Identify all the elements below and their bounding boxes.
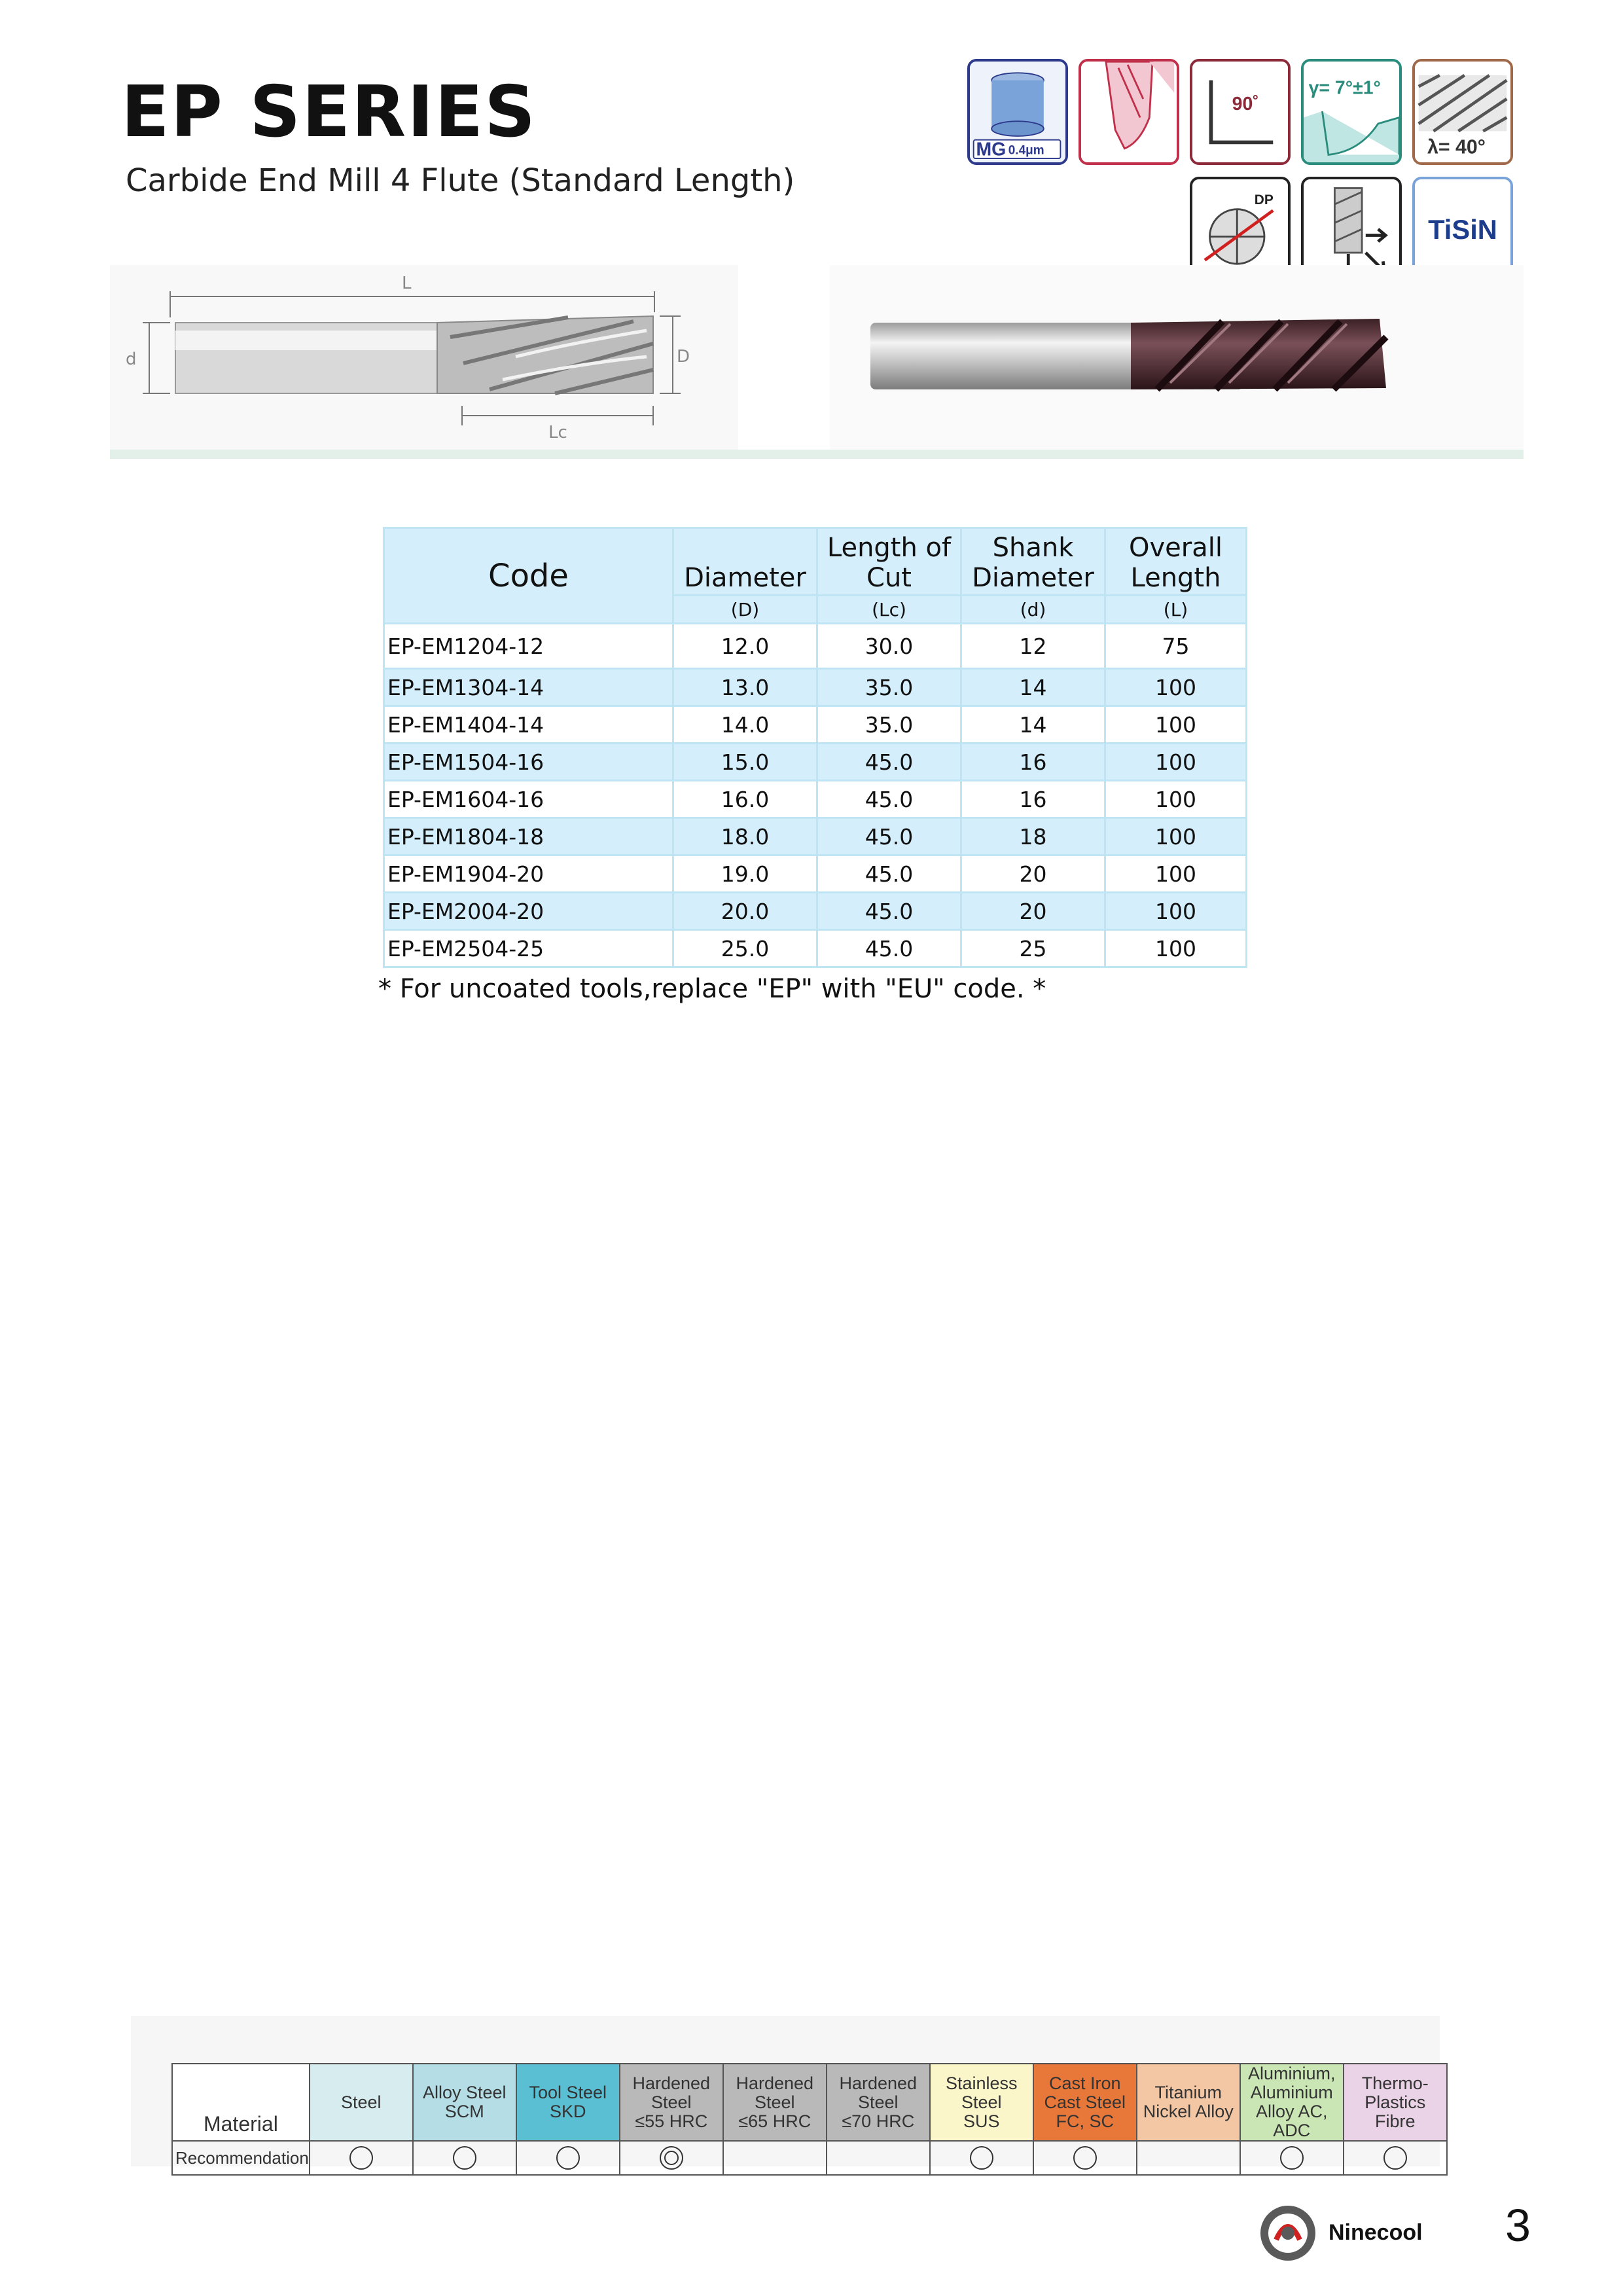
col-header-shank-diameter: Shank Diameter [961,528,1105,596]
cell-code: EP-EM1904-20 [384,855,673,893]
helix-angle-label: λ= 40° [1427,136,1486,158]
cell-code: EP-EM1804-18 [384,818,673,855]
material-name: Alloy Steel [422,2083,507,2102]
cell-overall-length: 100 [1105,744,1247,781]
recommended-icon [1383,2146,1407,2170]
mg-sub-label: 0.4μm [1008,143,1044,158]
cell-diameter: 20.0 [673,893,817,930]
page-number: 3 [1505,2200,1531,2251]
cell-length-of-cut: 45.0 [817,855,961,893]
table-row [384,744,1247,781]
cell-overall-length: 100 [1105,781,1247,818]
col-symbol-diameter: (D) [673,596,817,624]
recommendation-stainless-steel [930,2141,1033,2175]
material-name: Tool Steel [529,2083,607,2102]
cell-shank-diameter: 20 [961,855,1105,893]
cell-shank-diameter: 12 [961,624,1105,669]
micro-grain-carbide-icon [967,59,1068,165]
material-sub: ≤65 HRC [738,2111,812,2131]
recommended-icon [1073,2146,1097,2170]
recommendation-tool-steel [516,2141,620,2175]
cell-overall-length: 100 [1105,930,1247,967]
cell-shank-diameter: 25 [961,930,1105,967]
page-subtitle: Carbide End Mill 4 Flute (Standard Length) [126,162,795,199]
rake-angle-label: γ= 7°±1° [1308,77,1381,99]
recommended-icon [453,2146,476,2170]
material-tool-steel [516,2064,620,2141]
dim-label-Lc: Lc [548,423,567,442]
table-row [384,781,1247,818]
cell-diameter: 16.0 [673,781,817,818]
coating-label: TiSiN [1428,214,1497,245]
material-steel [310,2064,413,2141]
col-symbol-shank-diameter: (d) [961,596,1105,624]
material-titanium [1137,2064,1240,2141]
material-name: Steel [341,2092,382,2112]
end-cutting-edge-icon [1079,59,1179,165]
col-header-diameter: Diameter [673,528,817,596]
material-name: Cast Iron Cast Steel [1044,2073,1126,2112]
recommendation-aluminium [1240,2141,1344,2175]
cell-length-of-cut: 45.0 [817,893,961,930]
recommended-icon [970,2146,993,2170]
cell-shank-diameter: 14 [961,706,1105,744]
recommended-icon [349,2146,373,2170]
material-sub: Fibre [1375,2111,1416,2131]
cell-shank-diameter: 14 [961,669,1105,706]
cell-overall-length: 100 [1105,706,1247,744]
material-hardened-steel-70 [827,2064,930,2141]
cell-length-of-cut: 35.0 [817,669,961,706]
material-sub: SCM [444,2102,484,2121]
recommendation-cast-iron [1033,2141,1137,2175]
table-row [384,930,1247,967]
uncoated-note: * For uncoated tools,replace "EP" with "EU" code. * [378,974,1046,1004]
highly-recommended-icon [660,2146,683,2170]
cell-overall-length: 100 [1105,893,1247,930]
material-cast-iron [1033,2064,1137,2141]
recommendation-hardened-steel-65 [723,2141,827,2175]
cell-length-of-cut: 45.0 [817,781,961,818]
material-name: Titanium Nickel Alloy [1143,2083,1234,2121]
table-row [384,818,1247,855]
material-hardened-steel-65 [723,2064,827,2141]
recommended-icon [556,2146,580,2170]
material-row-label: Material [172,2064,310,2141]
tool-illustration [110,265,1524,461]
col-header-length-of-cut: Length of Cut [817,528,961,596]
page-title: EP SERIES [121,71,537,153]
material-aluminium [1240,2064,1344,2141]
recommendation-row-label: Recommendation [172,2141,310,2175]
cell-length-of-cut: 35.0 [817,706,961,744]
recommendation-hardened-steel-70 [827,2141,930,2175]
cell-diameter: 12.0 [673,624,817,669]
material-name: Hardened Steel [736,2073,814,2112]
table-row [384,669,1247,706]
mg-label: MG [976,139,1007,160]
spec-table [383,527,1247,968]
material-name: Hardened Steel [632,2073,711,2112]
corner-angle-label: 90˚ [1232,94,1259,115]
col-symbol-length-of-cut: (Lc) [817,596,961,624]
table-row [384,624,1247,669]
rake-angle-icon [1301,59,1402,165]
recommended-icon [1280,2146,1304,2170]
brand-logo-icon [1257,2200,1322,2266]
material-sub: SUS [963,2111,1000,2131]
cell-overall-length: 100 [1105,855,1247,893]
dim-label-D: D [677,347,690,367]
brand-name: Ninecool [1329,2220,1423,2245]
material-hardened-steel-55 [620,2064,723,2141]
cell-diameter: 25.0 [673,930,817,967]
recommendation-alloy-steel [413,2141,516,2175]
material-stainless-steel [930,2064,1033,2141]
table-row [384,706,1247,744]
cell-code: EP-EM1204-12 [384,624,673,669]
dim-label-L: L [402,274,412,293]
cell-code: EP-EM2004-20 [384,893,673,930]
cell-overall-length: 75 [1105,624,1247,669]
material-name: Hardened Steel [839,2073,918,2112]
material-sub: ≤55 HRC [635,2111,708,2131]
material-name: Thermo-Plastics [1361,2073,1429,2112]
cell-overall-length: 100 [1105,818,1247,855]
cell-shank-diameter: 20 [961,893,1105,930]
cell-diameter: 14.0 [673,706,817,744]
cell-shank-diameter: 18 [961,818,1105,855]
cell-code: EP-EM1404-14 [384,706,673,744]
cell-diameter: 19.0 [673,855,817,893]
cell-diameter: 18.0 [673,818,817,855]
col-header-code: Code [384,528,673,624]
recommendation-hardened-steel-55 [620,2141,723,2175]
cell-code: EP-EM1604-16 [384,781,673,818]
material-sub: ≤70 HRC [842,2111,915,2131]
dim-label-d: d [126,350,137,369]
cell-shank-diameter: 16 [961,781,1105,818]
material-sub: SKD [550,2102,586,2121]
corner-angle-icon [1190,59,1291,165]
helix-angle-icon [1412,59,1513,165]
cell-code: EP-EM2504-25 [384,930,673,967]
cell-code: EP-EM1304-14 [384,669,673,706]
material-name: Aluminium, Aluminium [1248,2064,1336,2102]
recommendation-thermo-plastics [1344,2141,1447,2175]
cell-length-of-cut: 30.0 [817,624,961,669]
cell-overall-length: 100 [1105,669,1247,706]
material-name: Stainless Steel [946,2073,1018,2112]
material-sub: Alloy AC, ADC [1256,2102,1328,2140]
material-table [171,2063,1448,2176]
cell-length-of-cut: 45.0 [817,930,961,967]
recommendation-titanium [1137,2141,1240,2175]
material-alloy-steel [413,2064,516,2141]
cell-length-of-cut: 45.0 [817,818,961,855]
dp-label: DP [1254,192,1274,208]
material-sub: FC, SC [1056,2111,1115,2131]
cell-code: EP-EM1504-16 [384,744,673,781]
cell-shank-diameter: 16 [961,744,1105,781]
col-header-overall-length: Overall Length [1105,528,1247,596]
recommendation-steel [310,2141,413,2175]
table-row [384,855,1247,893]
cell-diameter: 15.0 [673,744,817,781]
material-thermo-plastics [1344,2064,1447,2141]
table-row [384,893,1247,930]
cell-length-of-cut: 45.0 [817,744,961,781]
cell-diameter: 13.0 [673,669,817,706]
col-symbol-overall-length: (L) [1105,596,1247,624]
